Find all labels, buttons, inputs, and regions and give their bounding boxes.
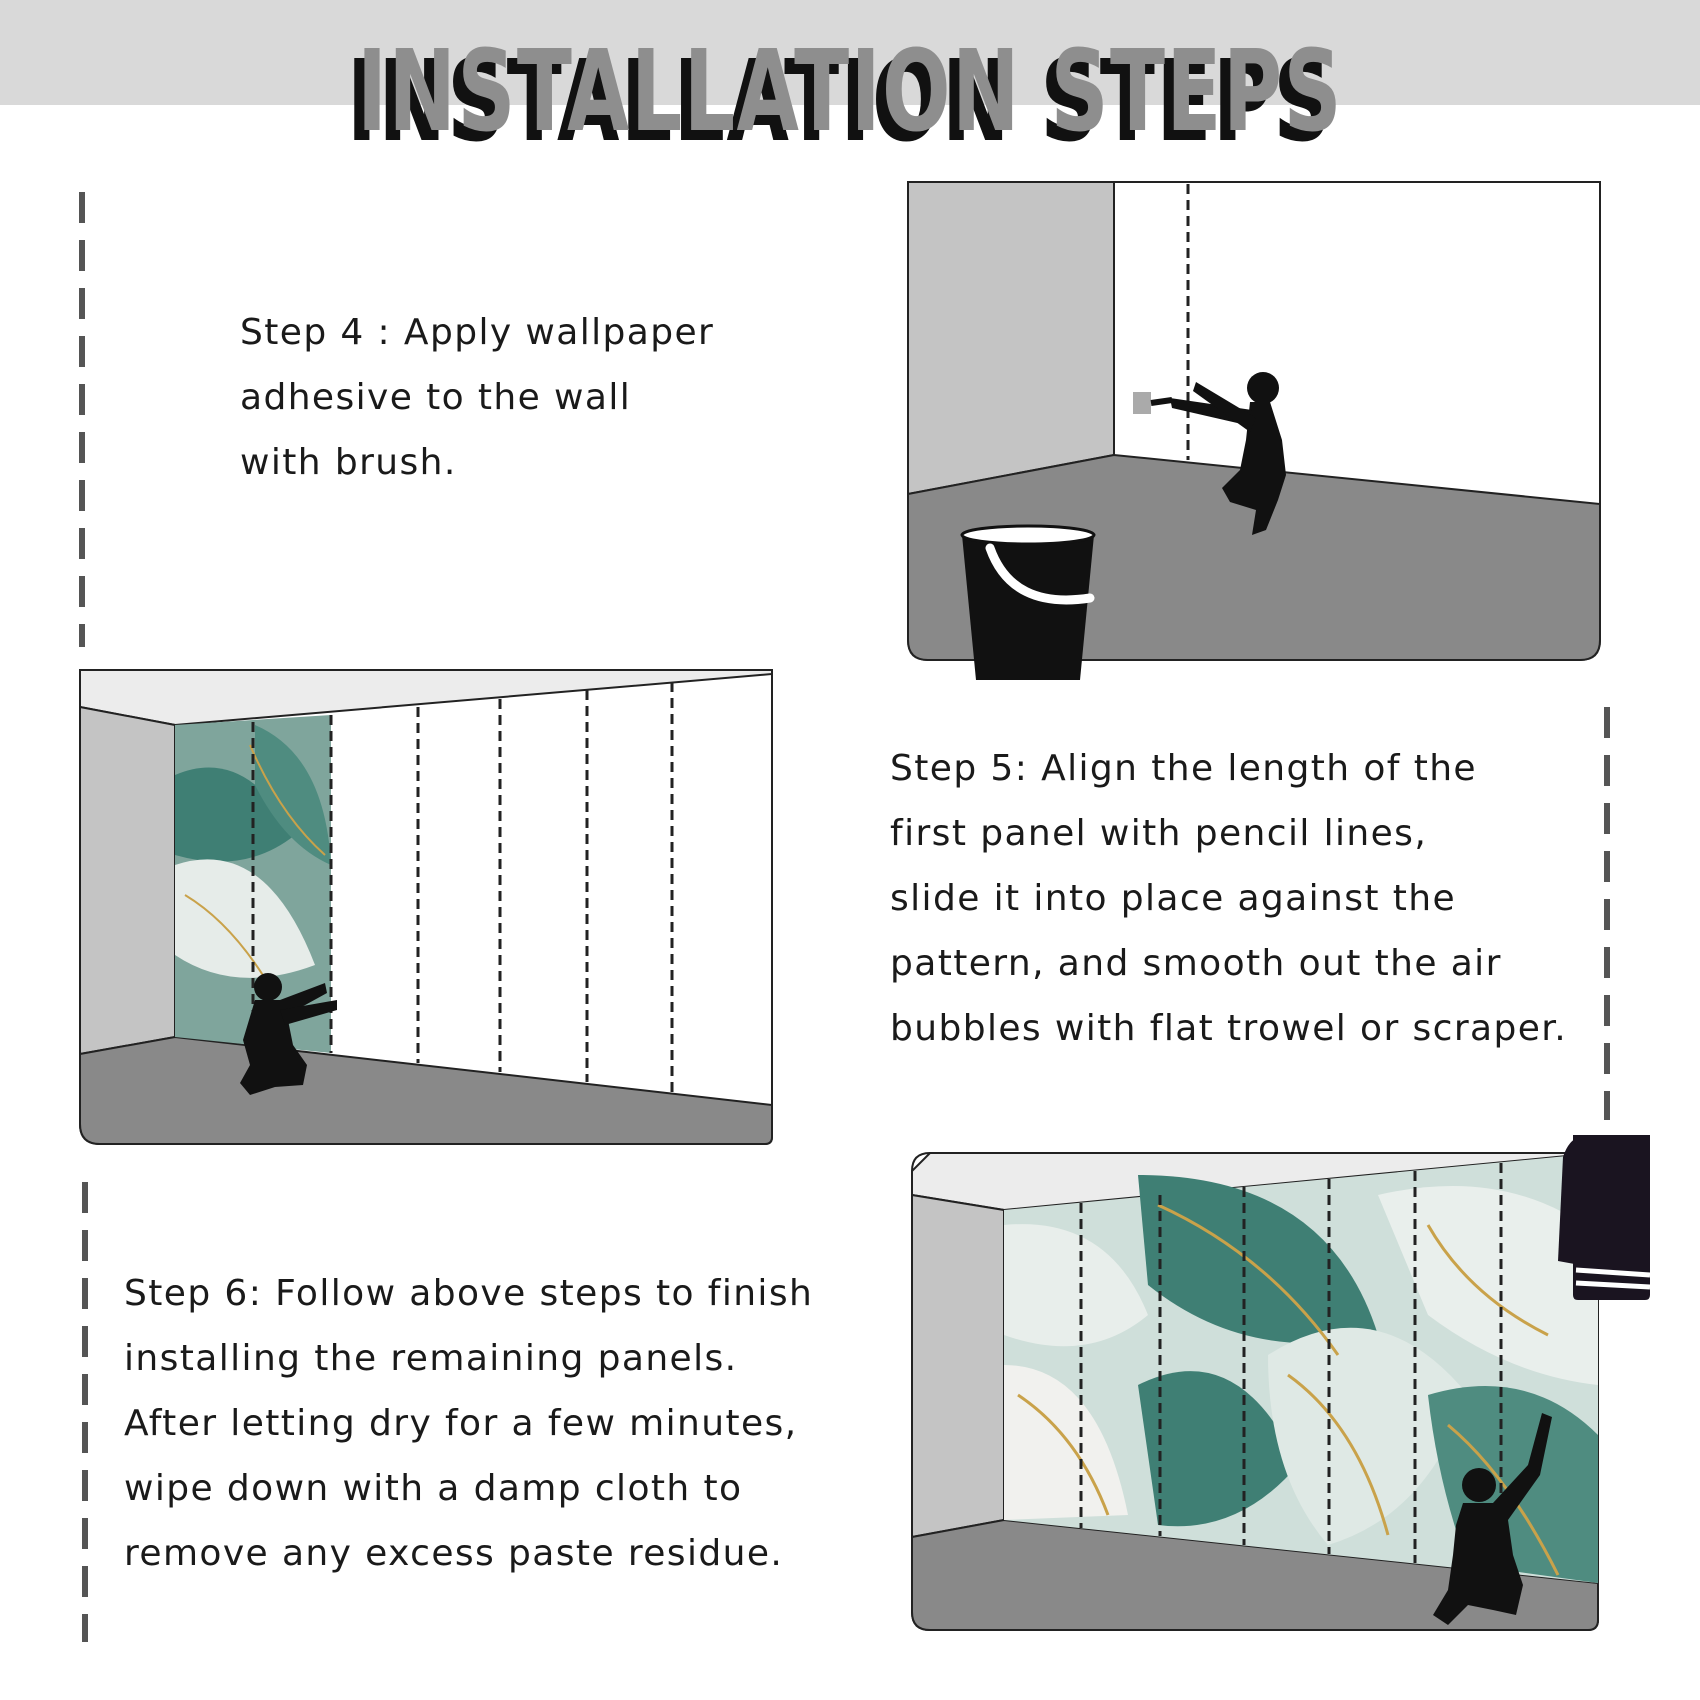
step-6-illustration <box>908 1135 1658 1665</box>
step-4-line: adhesive to the wall <box>240 377 632 418</box>
step-5-line: Step 5: Align the length of the <box>890 748 1477 789</box>
page-title: INSTALLATION STEPS <box>356 27 1344 157</box>
step-6-line: wipe down with a damp cloth to <box>124 1468 743 1509</box>
step-4-line: with brush. <box>240 442 457 483</box>
step-6-line: Step 6: Follow above steps to finish <box>124 1273 814 1314</box>
step-4-illustration <box>900 170 1610 690</box>
step-6-line: installing the remaining panels. <box>124 1338 738 1379</box>
side-wall <box>908 182 1114 494</box>
step-6-text <box>124 1261 813 1586</box>
dashed-divider <box>1604 707 1610 1120</box>
bucket-icon <box>962 526 1094 680</box>
step-5-text <box>890 736 1567 1061</box>
side-wall <box>912 1195 1004 1537</box>
step-5-line: slide it into place against the <box>890 878 1457 919</box>
step-5-line: bubbles with flat trowel or scraper. <box>890 1008 1568 1049</box>
dashed-divider <box>79 192 85 647</box>
step-4-line: Step 4 : Apply wallpaper <box>240 312 715 353</box>
step-5-line: pattern, and smooth out the air <box>890 943 1502 984</box>
step-5-illustration <box>75 665 775 1155</box>
step-6-line: After letting dry for a few minutes, <box>124 1403 798 1444</box>
dashed-divider <box>82 1182 88 1642</box>
step-6-line: remove any excess paste residue. <box>124 1533 784 1574</box>
step-5-line: first panel with pencil lines, <box>890 813 1428 854</box>
side-wall <box>80 707 175 1054</box>
step-4-text <box>240 300 714 495</box>
